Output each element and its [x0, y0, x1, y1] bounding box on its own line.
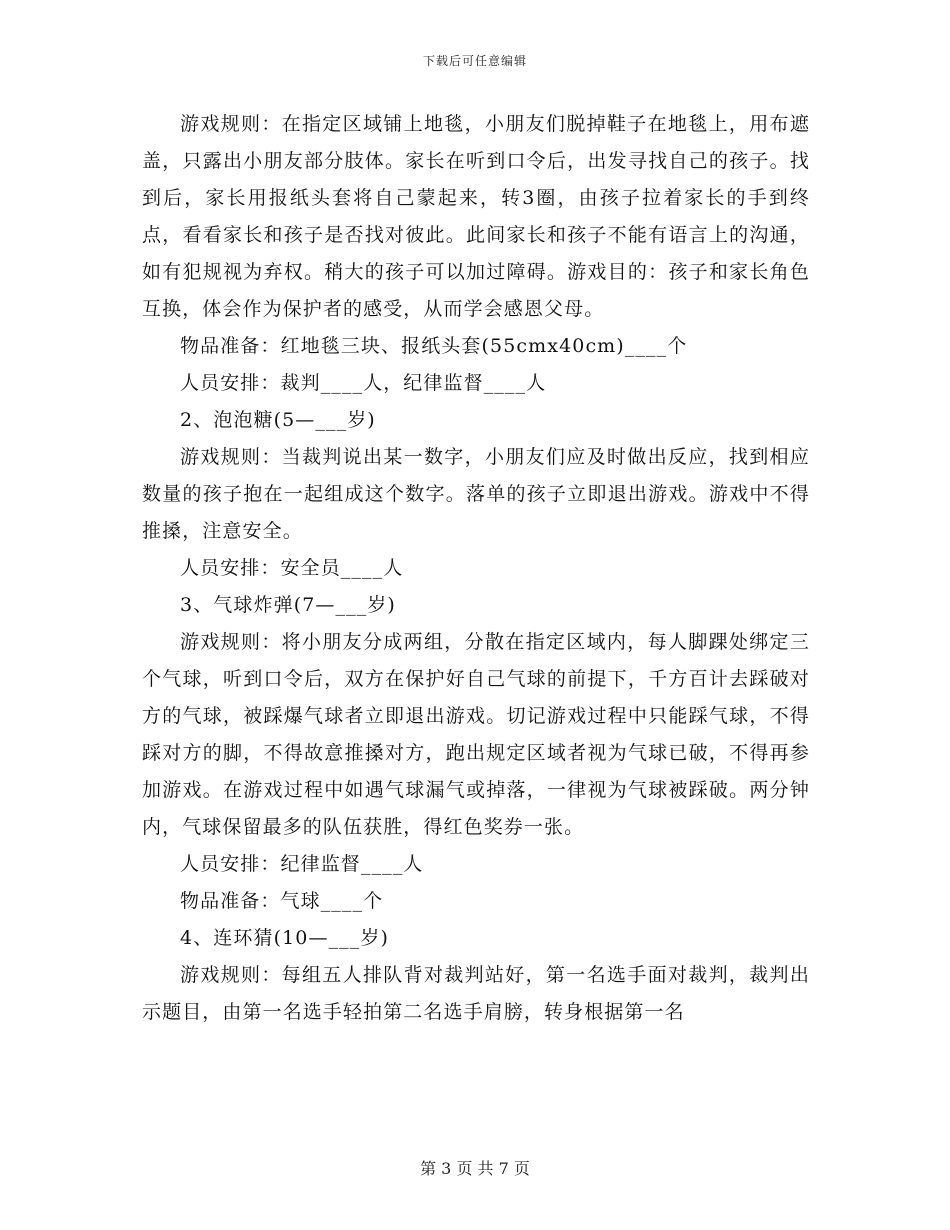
document-body — [142, 106, 810, 1031]
paragraph-staff-1: 人员安排：裁判____人，纪律监督____人 — [180, 372, 547, 394]
page-header: 下载后可任意编辑 — [422, 54, 527, 68]
paragraph-staff-2: 人员安排：安全员____人 — [180, 557, 404, 579]
paragraph-staff-3: 人员安排：纪律监督____人 — [180, 853, 424, 875]
section-heading-4: 4、连环猜(10—___岁) — [180, 927, 389, 949]
paragraph-rules-2: 游戏规则：当裁判说出某一数字，小朋友们应及时做出反应，找到相应数量的孩子抱在一起组成这个数字。落单的孩子立即退出游戏。游戏中不得推搡，注意安全。 — [142, 446, 810, 542]
paragraph-rules-3: 游戏规则：将小朋友分成两组，分散在指定区域内，每人脚踝处绑定三个气球，听到口令后，双方在保护好自己气球的前提下，千方百计去踩破对方的气球，被踩爆气球者立即退出游戏。切记游戏过程中只能踩气球，不得踩对方的脚，不得故意推搡对方，跑出规定区域者视为气球已破，不得再参加游戏。在游戏过程中如遇气球漏气或掉落，一律视为气球被踩破。两分钟内，气球保留最多的队伍获胜，得红色奖券一张。 — [142, 631, 810, 838]
paragraph-materials-3: 物品准备：气球____个 — [180, 890, 384, 912]
page-footer: 第 3 页 共 7 页 — [420, 1159, 530, 1178]
paragraph-rules-1: 游戏规则：在指定区域铺上地毯，小朋友们脱掉鞋子在地毯上，用布遮盖，只露出小朋友部分肢体。家长在听到口令后，出发寻找自己的孩子。找到后，家长用报纸头套将自己蒙起来，转3圈，由孩子拉着家长的手到终点，看看家长和孩子是否找对彼此。此间家长和孩子不能有语言上的沟通，如有犯规视为弃权。稍大的孩子可以加过障碍。游戏目的：孩子和家长角色互换，体会作为保护者的感受，从而学会感恩父母。 — [142, 113, 810, 320]
paragraph-rules-4: 游戏规则：每组五人排队背对裁判站好，第一名选手面对裁判，裁判出示题目，由第一名选手轻拍第二名选手肩膀，转身根据第一名 — [142, 964, 810, 1023]
paragraph-materials-1: 物品准备：红地毯三块、报纸头套(55cmx40cm)____个 — [180, 335, 688, 357]
section-heading-3: 3、气球炸弹(7—___岁) — [180, 594, 396, 616]
section-heading-2: 2、泡泡糖(5—___岁) — [180, 409, 376, 431]
